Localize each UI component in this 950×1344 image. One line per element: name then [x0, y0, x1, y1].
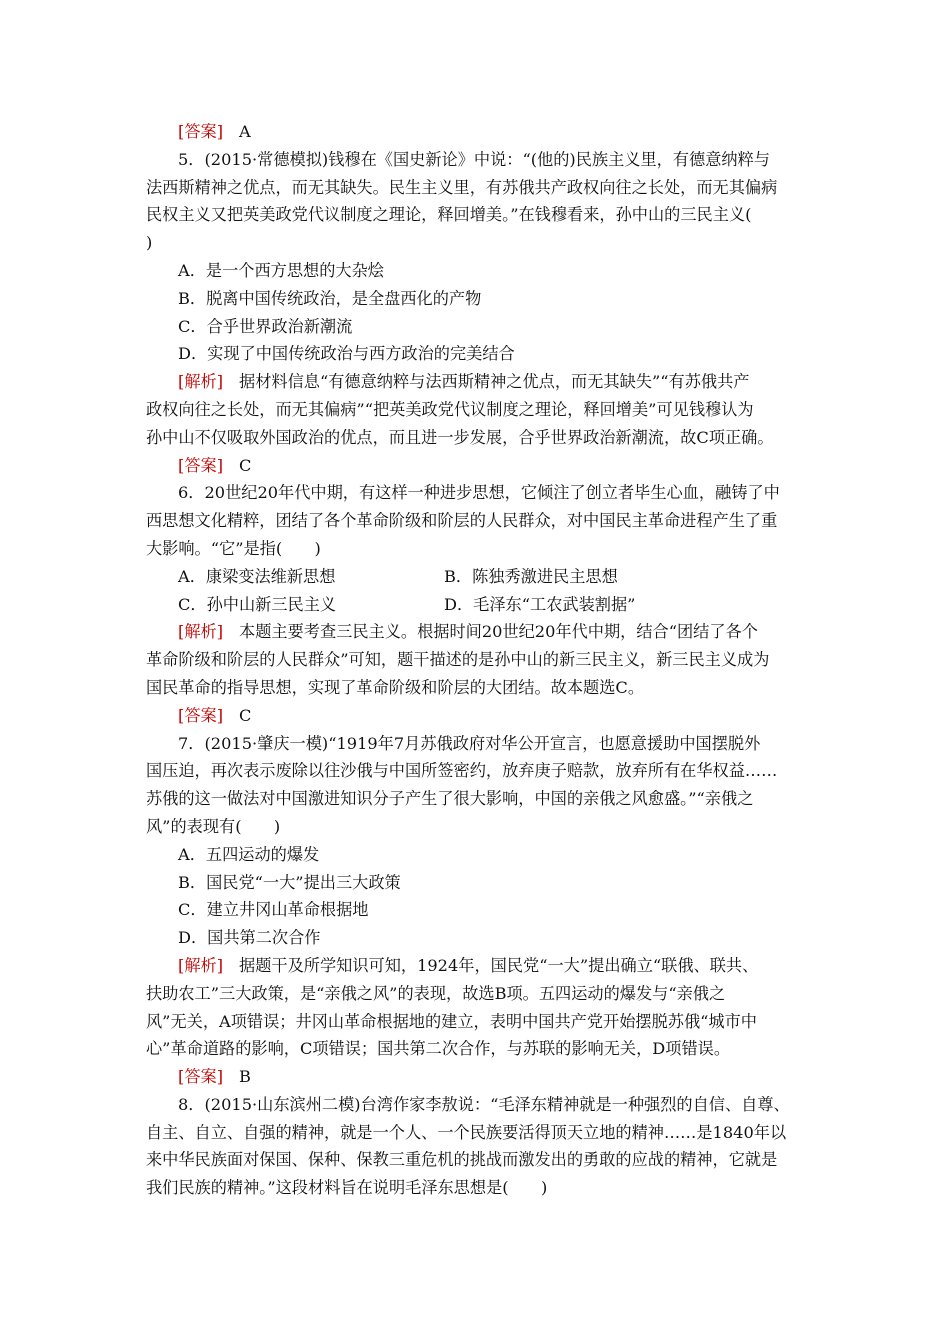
- document-page: [146, 118, 806, 1202]
- analysis-text: 据题干及所学知识可知，1924年，国民党“一大”提出确立“联俄、联共、: [239, 955, 759, 975]
- analysis-line: [146, 952, 806, 980]
- answer-value: A: [239, 122, 251, 141]
- analysis-text-line: 心”革命道路的影响，C项错误；国共第二次合作，与苏联的影响无关，D项错误。: [146, 1039, 731, 1059]
- answer-line: [146, 702, 806, 730]
- question-text-line: 风”的表现有( ): [146, 816, 281, 836]
- answer-value: C: [239, 455, 252, 475]
- analysis-line: [146, 368, 806, 396]
- answer-line: [146, 452, 806, 480]
- answer-line: [146, 1063, 806, 1091]
- question-text-line: 自主、自立、自强的精神，就是一个人、一个民族要活得顶天立地的精神……是1840年以: [146, 1122, 787, 1142]
- question-text-line: 7．(2015·肇庆一模)“1919年7月苏俄政府对华公开宣言，也愿意援助中国摆脱外: [178, 733, 761, 753]
- question-text-line: 国压迫，再次表示废除以往沙俄与中国所签密约，放弃庚子赔款，放弃所有在华权益……: [146, 761, 778, 781]
- analysis-text-line: 扶助农工”三大政策，是“亲俄之风”的表现，故选B项。五四运动的爆发与“亲俄之: [146, 983, 726, 1003]
- question-text-line: 民权主义又把英美政党代议制度之理论，释回增美。”在钱穆看来，孙中山的三民主义(: [146, 205, 752, 225]
- option-d: D．毛泽东“工农武装割据”: [444, 594, 636, 614]
- analysis-text-line: 国民革命的指导思想，实现了革命阶级和阶层的大团结。故本题选C。: [146, 677, 645, 697]
- analysis-text-line: 风”无关，A项错误；井冈山革命根据地的建立，表明中国共产党开始摆脱苏俄“城市中: [146, 1011, 757, 1031]
- option-b: B．脱离中国传统政治，是全盘西化的产物: [178, 288, 482, 308]
- analysis-tag: [解析]: [178, 622, 224, 642]
- option-c: C．合乎世界政治新潮流: [178, 316, 353, 336]
- option-d: D．国共第二次合作: [178, 928, 321, 948]
- question-text-line: 大影响。“它”是指( ): [146, 538, 321, 558]
- analysis-tag: [解析]: [178, 372, 224, 392]
- option-a: A．是一个西方思想的大杂烩: [178, 260, 384, 280]
- analysis-text-line: 政权向往之长处，而无其偏病”“把英美政党代议制度之理论，释回增美”可见钱穆认为: [146, 399, 754, 419]
- question-text-line: 西思想文化精粹，团结了各个革命阶级和阶层的人民群众，对中国民主革命进程产生了重: [146, 511, 778, 531]
- analysis-text: 本题主要考查三民主义。根据时间20世纪20年代中期，结合“团结了各个: [239, 622, 758, 642]
- options-row: [146, 591, 806, 619]
- question-text-line: 6．20世纪20年代中期，有这样一种进步思想，它倾注了创立者毕生心血，融铸了中: [178, 483, 780, 503]
- question-text-line: ): [146, 233, 153, 253]
- question-text-line: 来中华民族面对保国、保种、保教三重危机的挑战而激发出的勇敢的应战的精神，它就是: [146, 1150, 778, 1170]
- answer-value: C: [239, 705, 252, 725]
- question-5: [146, 146, 806, 480]
- question-text-line: 法西斯精神之优点，而无其缺失。民生主义里，有苏俄共产政权向往之长处，而无其偏病: [146, 177, 778, 197]
- question-6: [146, 479, 806, 729]
- analysis-line: [146, 618, 806, 646]
- answer-tag: [答案]: [178, 1067, 224, 1087]
- question-text-line: 8．(2015·山东滨州二模)台湾作家李敖说：“毛泽东精神就是一种强烈的自信、自尊、: [178, 1094, 790, 1114]
- option-c: C．孙中山新三民主义: [178, 594, 337, 614]
- question-text-line: 5．(2015·常德模拟)钱穆在《国史新论》中说：“(他的)民族主义里，有德意纳粹与: [178, 149, 770, 169]
- question-text-line: 我们民族的精神。”这段材料旨在说明毛泽东思想是( ): [146, 1178, 548, 1198]
- analysis-text: 据材料信息“有德意纳粹与法西斯精神之优点，而无其缺失”“有苏俄共产: [239, 372, 750, 392]
- option-d: D．实现了中国传统政治与西方政治的完美结合: [178, 344, 515, 364]
- option-a: A．五四运动的爆发: [178, 844, 320, 864]
- answer-tag: [答案]: [178, 122, 224, 141]
- answer-tag: [答案]: [178, 455, 224, 475]
- analysis-text-line: 革命阶级和阶层的人民群众”可知，题干描述的是孙中山的新三民主义，新三民主义成为: [146, 650, 770, 670]
- answer-value: B: [239, 1067, 251, 1087]
- analysis-text-line: 孙中山不仅吸取外国政治的优点，而且进一步发展，合乎世界政治新潮流，故C项正确。: [146, 427, 774, 447]
- options-row: [146, 563, 806, 591]
- option-b: B．国民党“一大”提出三大政策: [178, 872, 401, 892]
- question-text-line: 苏俄的这一做法对中国激进知识分子产生了很大影响，中国的亲俄之风愈盛。”“亲俄之: [146, 789, 754, 809]
- option-a: A．康梁变法维新思想: [178, 566, 336, 586]
- answer-line: [146, 118, 806, 146]
- question-7: [146, 730, 806, 1091]
- analysis-tag: [解析]: [178, 955, 224, 975]
- answer-tag: [答案]: [178, 705, 224, 725]
- question-8: [146, 1091, 806, 1202]
- option-c: C．建立井冈山革命根据地: [178, 900, 369, 920]
- option-b: B．陈独秀激进民主思想: [444, 566, 618, 586]
